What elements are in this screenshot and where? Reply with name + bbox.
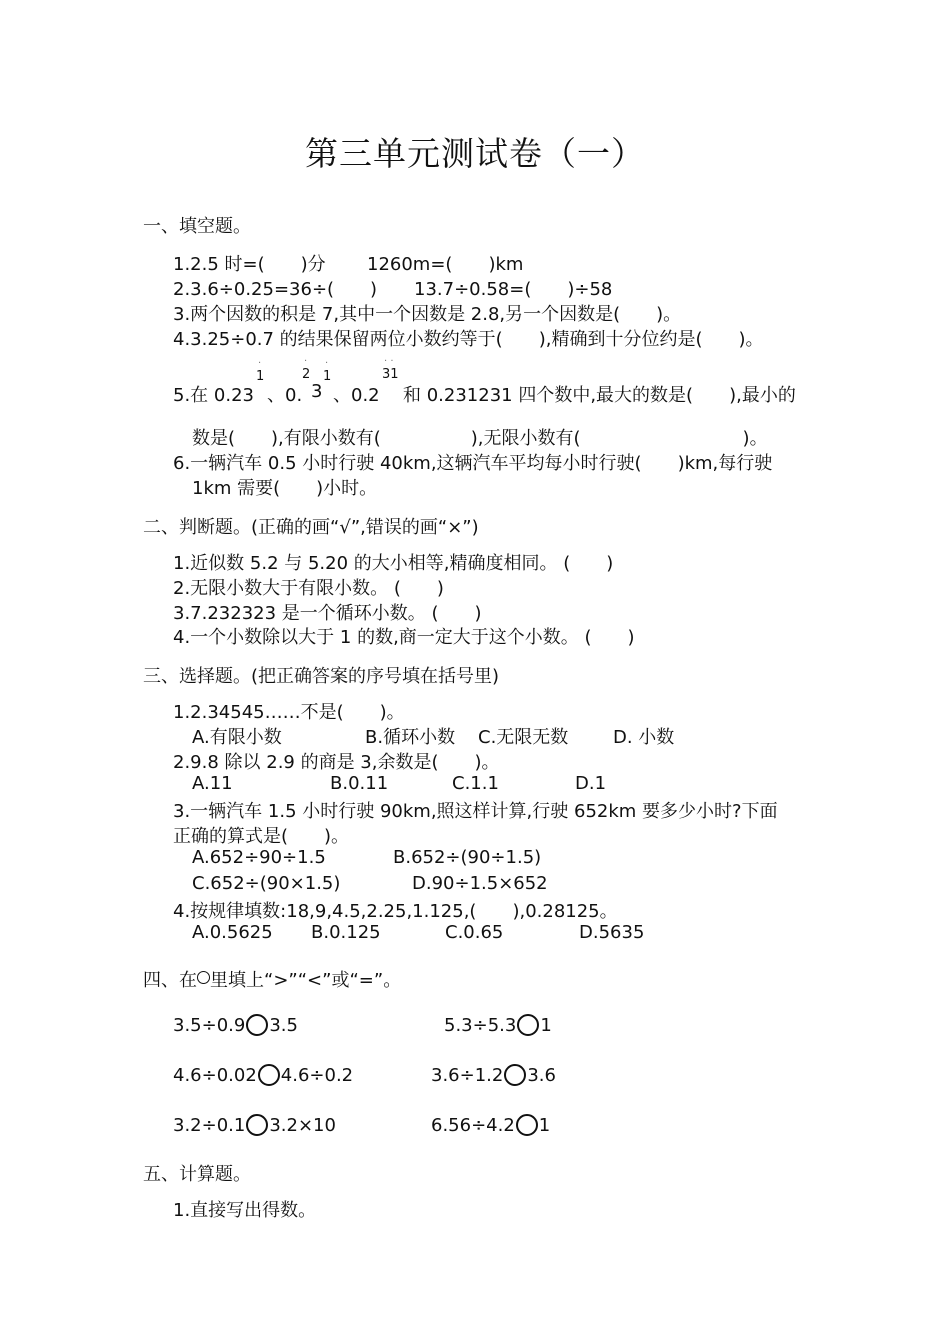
- q3-4-option-d: D.5635: [579, 922, 645, 943]
- q1-5-mid: 3: [311, 381, 323, 402]
- compare-row1-right: [444, 1014, 552, 1036]
- compare-row1-left: [173, 1014, 298, 1036]
- section-heading-fill-blank: 一、填空题。: [143, 216, 251, 237]
- repeat-dot: ·: [258, 358, 262, 369]
- q1-2a: 2.3.6÷0.25=36÷( ): [173, 279, 378, 300]
- q3-3-option-d: D.90÷1.5×652: [412, 873, 548, 894]
- q1-5-line2: 数是( ),有限小数有( ),无限小数有( )。: [192, 428, 768, 449]
- q1-5-prefix: 5.在 0.23: [173, 385, 254, 406]
- section4-heading-post: 里填上“>”“<”或“=”。: [210, 970, 402, 991]
- q3-1-option-b: B.循环小数: [365, 727, 456, 748]
- compare-right-expr: 1: [540, 1015, 552, 1036]
- q2-1: 1.近似数 5.2 与 5.20 的大小相等,精确度相同。 ( ): [173, 553, 614, 574]
- q1-5-sup-1: 1: [256, 369, 265, 384]
- compare-left-expr: 6.56÷4.2: [431, 1115, 515, 1136]
- q3-1-option-c: C.无限无数: [478, 727, 569, 748]
- q3-3-line1: 3.一辆汽车 1.5 小时行驶 90km,照这样计算,行驶 652km 要多少小时?下面: [173, 801, 778, 822]
- small-circle-icon: [197, 971, 210, 984]
- q3-4-option-a: A.0.5625: [192, 922, 273, 943]
- q1-5-sup-4: 31: [382, 367, 399, 382]
- compare-left-expr: 5.3÷5.3: [444, 1015, 517, 1036]
- q1-5-sup-3: 1: [323, 369, 332, 384]
- q1-4: 4.3.25÷0.7 的结果保留两位小数约等于( ),精确到十分位约是( )。: [173, 329, 764, 350]
- q3-4: 4.按规律填数:18,9,4.5,2.25,1.125,( ),0.28125。: [173, 901, 618, 922]
- compare-left-expr: 3.5÷0.9: [173, 1015, 246, 1036]
- q3-1-option-d: D. 小数: [613, 727, 675, 748]
- q3-3-option-a: A.652÷90÷1.5: [192, 847, 326, 868]
- compare-right-expr: 4.6÷0.2: [280, 1065, 354, 1086]
- q5-1: 1.直接写出得数。: [173, 1200, 317, 1221]
- q3-2-option-a: A.11: [192, 773, 233, 794]
- compare-circle-input[interactable]: [246, 1114, 268, 1136]
- q1-1a: 1.2.5 时=( )分: [173, 254, 326, 275]
- q2-3: 3.7.232323 是一个循环小数。 ( ): [173, 603, 482, 624]
- page-title: 第三单元测试卷（一）: [305, 134, 645, 173]
- compare-left-expr: 4.6÷0.02: [173, 1065, 257, 1086]
- q3-4-option-c: C.0.65: [445, 922, 504, 943]
- q3-3-option-b: B.652÷(90÷1.5): [393, 847, 542, 868]
- compare-circle-input[interactable]: [517, 1014, 539, 1036]
- q3-3-line2: 正确的算式是( )。: [173, 826, 350, 847]
- q1-3: 3.两个因数的积是 7,其中一个因数是 2.8,另一个因数是( )。: [173, 304, 682, 325]
- compare-right-expr: 1: [538, 1115, 551, 1136]
- section-heading-choice: 三、选择题。(把正确答案的序号填在括号里): [143, 666, 500, 687]
- q1-5-sep1: 、0.: [267, 385, 303, 406]
- q1-5-sup-2: 2: [302, 367, 311, 382]
- compare-left-expr: 3.6÷1.2: [431, 1065, 504, 1086]
- compare-circle-input[interactable]: [258, 1064, 280, 1086]
- q3-1: 1.2.34545……不是( )。: [173, 702, 405, 723]
- compare-right-expr: 3.2×10: [269, 1115, 336, 1136]
- q1-6-line1: 6.一辆汽车 0.5 小时行驶 40km,这辆汽车平均每小时行驶( )km,每行驶: [173, 453, 773, 474]
- section-heading-calculation: 五、计算题。: [143, 1164, 251, 1185]
- repeat-dot: ·: [325, 358, 329, 369]
- q3-3-option-c: C.652÷(90×1.5): [192, 873, 341, 894]
- q1-5-suffix: 和 0.231231 四个数中,最大的数是( ),最小的: [403, 385, 796, 406]
- q3-2-option-d: D.1: [575, 773, 607, 794]
- section-heading-compare: [143, 966, 401, 992]
- compare-circle-input[interactable]: [504, 1064, 526, 1086]
- section4-heading-pre: 四、在: [143, 970, 197, 991]
- compare-row3-left: [173, 1114, 336, 1136]
- q3-2: 2.9.8 除以 2.9 的商是 3,余数是( )。: [173, 752, 500, 773]
- q2-4: 4.一个小数除以大于 1 的数,商一定大于这个小数。 ( ): [173, 627, 635, 648]
- section-heading-true-false: 二、判断题。(正确的画“√”,错误的画“×”): [143, 517, 479, 538]
- compare-right-expr: 3.5: [269, 1015, 298, 1036]
- repeat-dot: · ·: [384, 356, 394, 367]
- q1-5-sep2: 、0.2: [333, 385, 380, 406]
- compare-circle-input[interactable]: [246, 1014, 268, 1036]
- q3-2-option-c: C.1.1: [452, 773, 499, 794]
- compare-left-expr: 3.2÷0.1: [173, 1115, 246, 1136]
- q2-2: 2.无限小数大于有限小数。 ( ): [173, 578, 444, 599]
- compare-row2-left: [173, 1064, 353, 1086]
- repeat-dot: ·: [304, 356, 308, 367]
- q1-2b: 13.7÷0.58=( )÷58: [414, 279, 613, 300]
- compare-circle-input[interactable]: [516, 1114, 538, 1136]
- compare-row2-right: [431, 1064, 556, 1086]
- q3-4-option-b: B.0.125: [311, 922, 381, 943]
- q1-1b: 1260m=( )km: [367, 254, 524, 275]
- q3-1-option-a: A.有限小数: [192, 727, 282, 748]
- q3-2-option-b: B.0.11: [330, 773, 389, 794]
- compare-right-expr: 3.6: [527, 1065, 556, 1086]
- compare-row3-right: [431, 1114, 550, 1136]
- q1-6-line2: 1km 需要( )小时。: [192, 478, 378, 499]
